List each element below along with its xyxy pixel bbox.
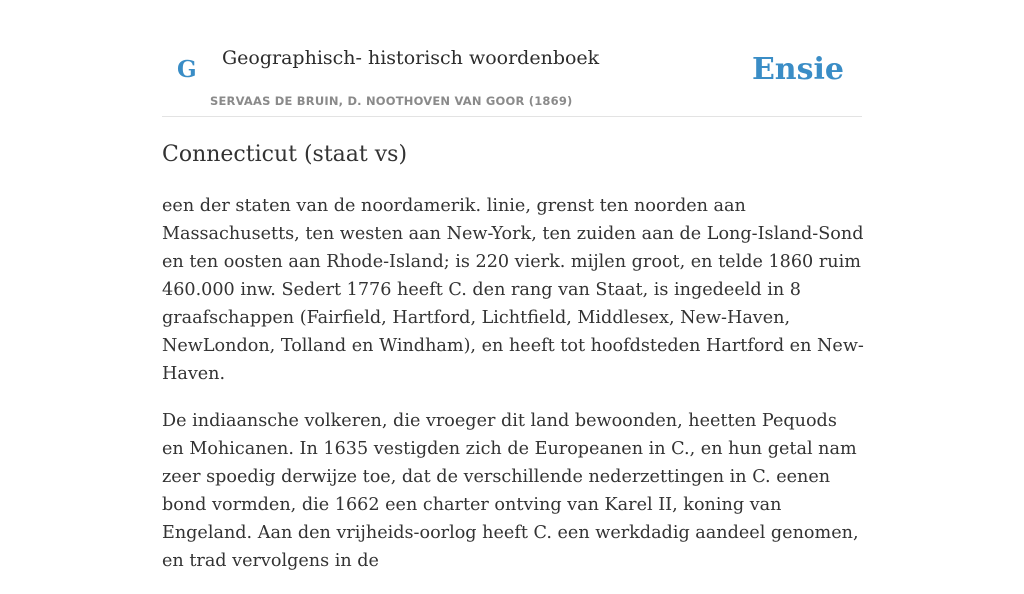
book-logo-icon[interactable]: G <box>177 56 197 83</box>
entry-paragraph-2: De indiaansche volkeren, die vroeger dit land bewoonden, heetten Pequods en Mohicanen. In 1635 vestigden zich de Europeanen in C., en hun getal nam zeer spoedig derwijze toe, dat de verschillende nederzettingen in C. eenen bond vormden, die 1662 een charter ontving van Karel II, koning van Engeland. Aan den vrijheids-oorlog heeft C. een werkdadig aandeel genomen, en trad vervolgens in de <box>162 411 859 571</box>
book-authors: SERVAAS DE BRUIN, D. NOOTHOVEN VAN GOOR (1869) <box>210 94 573 108</box>
entry-title: Connecticut (staat vs) <box>162 142 408 167</box>
ensie-logo-link[interactable]: Ensie <box>751 52 844 87</box>
book-title-link[interactable]: Geographisch- historisch woordenboek <box>222 47 600 69</box>
book-header <box>162 0 862 117</box>
entry-paragraph-1: een der staten van de noordamerik. linie, grenst ten noorden aan Massachusetts, ten westen aan New-York, ten zuiden aan de Long-Island-Sond en ten oosten aan Rhode-Island; is 220 vierk. mijlen groot, en telde 1860 ruim 460.000 inw. Sedert 1776 heeft C. den rang van Staat, is ingedeeld in 8 graafschappen (Fairfield, Hartford, Lichtfield, Middlesex, New-Haven, NewLondon, Tolland en Windham), en heeft tot hoofdsteden Hartford en New-Haven. <box>162 196 864 384</box>
entry-body <box>162 192 864 594</box>
